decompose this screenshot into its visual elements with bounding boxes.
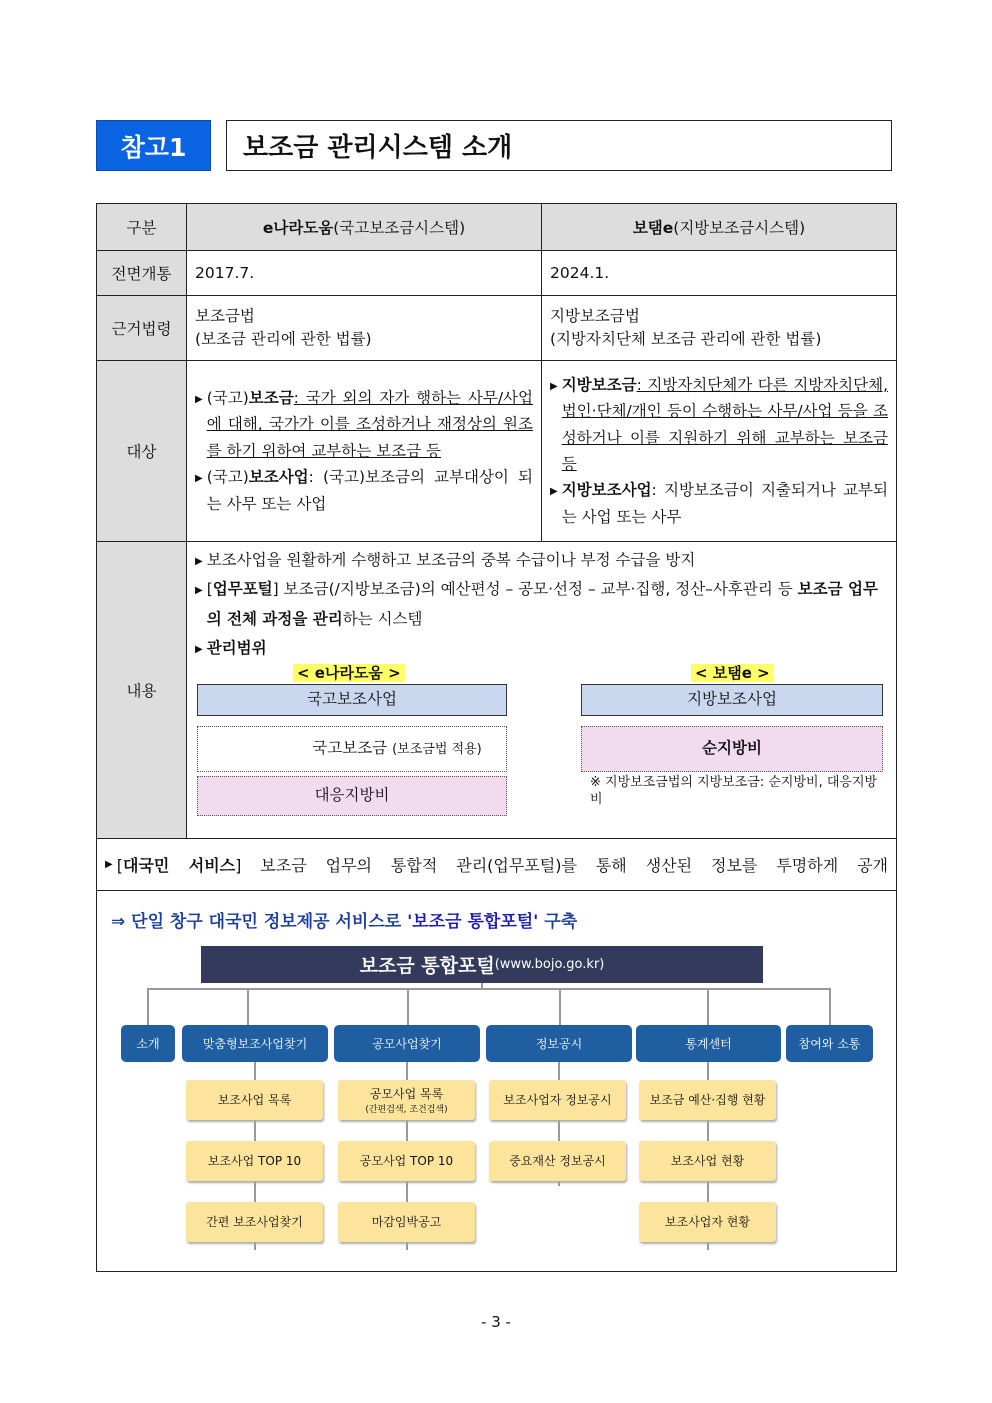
portal-item[interactable]: 공모사업 TOP 10 — [338, 1141, 475, 1181]
portal-item[interactable]: 공모사업 목록 (간편검색, 조건검색) — [338, 1080, 475, 1120]
scope-national-project: 국고보조사업 — [197, 684, 507, 716]
row-label-law: 근거법령 — [97, 296, 187, 361]
header-col2: 보탬e(지방보조금시스템) — [542, 204, 897, 251]
portal-item[interactable]: 보조금 예산·집행 현황 — [639, 1080, 776, 1120]
open-date-1: 2017.7. — [187, 251, 542, 296]
scope-tag-botaem: < 보탬e > — [691, 664, 774, 682]
header-col1: e나라도움(국고보조금시스템) — [187, 204, 542, 251]
row-label-target: 대상 — [97, 361, 187, 542]
public-service: ▶ [대국민 서비스] 보조금 업무의 통합적 관리(업무포털)를 통해 생산된 정보를 투명하게 공개 — [97, 838, 897, 890]
scope-national-subsidy: 국고보조금 (보조금법 적용) — [197, 726, 507, 772]
scope-pure-local: 순지방비 — [581, 726, 883, 772]
nav-custom-search[interactable]: 맞춤형보조사업찾기 — [182, 1025, 328, 1062]
portal-cell — [97, 890, 897, 1271]
nav-intro[interactable]: 소개 — [121, 1025, 175, 1062]
open-date-2: 2024.1. — [542, 251, 897, 296]
section-tag: 참고1 — [96, 120, 211, 171]
scope-local-project: 지방보조사업 — [581, 684, 883, 716]
scope-tag-enara: < e나라도움 > — [293, 664, 405, 682]
portal-title-bar: 보조금 통합포털 (www.bojo.go.kr) — [201, 946, 763, 983]
portal-item[interactable]: 보조사업 TOP 10 — [186, 1141, 323, 1181]
portal-headline: ⇒ 단일 창구 대국민 정보제공 서비스로 '보조금 통합포털' 구축 — [111, 911, 578, 932]
header-label: 구분 — [97, 204, 187, 251]
nav-stats[interactable]: 통계센터 — [636, 1025, 781, 1062]
page-title: 보조금 관리시스템 소개 — [226, 120, 892, 171]
portal-item[interactable]: 보조사업 현황 — [639, 1141, 776, 1181]
row-label-open: 전면개통 — [97, 251, 187, 296]
portal-item[interactable]: 마감임박공고 — [338, 1202, 475, 1242]
target-1: ▶ (국고)보조금: 국가 외의 자가 행하는 사무/사업에 대해, 국가가 이를 조성하거나 재정상의 원조를 하기 위하여 교부하는 보조금 등 ▶ (국고)보조사업: (국고)보조금의 교부대상이 되는 사무 또는 사업 — [187, 361, 542, 542]
nav-disclosure[interactable]: 정보공시 — [486, 1025, 632, 1062]
scope-diagram — [195, 664, 888, 834]
scope-note: ※ 지방보조금법의 지방보조금: 순지방비, 대응지방비 — [590, 774, 878, 808]
law-1: 보조금법 (보조금 관리에 관한 법률) — [187, 296, 542, 361]
comparison-table — [96, 203, 897, 1272]
portal-item[interactable]: 중요재산 정보공시 — [489, 1141, 626, 1181]
row-label-content: 내용 — [97, 542, 187, 839]
portal-diagram — [97, 891, 896, 1271]
page-number: - 3 - — [481, 1313, 511, 1331]
law-2: 지방보조금법 (지방자치단체 보조금 관리에 관한 법률) — [542, 296, 897, 361]
portal-item[interactable]: 보조사업자 현황 — [639, 1202, 776, 1242]
target-2: ▶ 지방보조금: 지방자치단체가 다른 지방자치단체, 법인·단체/개인 등이 수행하는 사무/사업 등을 조성하거나 이를 지원하기 위해 교부하는 보조금 등 ▶ 지방보조사업: 지방보조금이 지출되거나 교부되는 사업 또는 사무 — [542, 361, 897, 542]
content-cell: ▶ 보조사업을 원활하게 수행하고 보조금의 중복 수급이나 부정 수급을 방지 ▶ [업무포털] 보조금(/지방보조금)의 예산편성 – 공모·선정 – 교부·집행, 정산–사후관리 등 보조금 업무의 전체 과정을 관리하는 시스템 ▶ 관리범위 < e나라도움 > < 보탬e > 국고보조사업 국고보조금 (보조금법 적용) 대응지방비 지방보조사업 순지방비 ※ 지방보조금법의 지방보조금: 순지방비, 대응지방비 — [187, 542, 897, 839]
portal-item[interactable]: 보조사업자 정보공시 — [489, 1080, 626, 1120]
portal-item[interactable]: 간편 보조사업찾기 — [186, 1202, 323, 1242]
portal-item[interactable]: 보조사업 목록 — [186, 1080, 323, 1120]
nav-contest-search[interactable]: 공모사업찾기 — [334, 1025, 480, 1062]
scope-matching-local: 대응지방비 — [197, 776, 507, 816]
nav-participation[interactable]: 참여와 소통 — [786, 1025, 873, 1062]
